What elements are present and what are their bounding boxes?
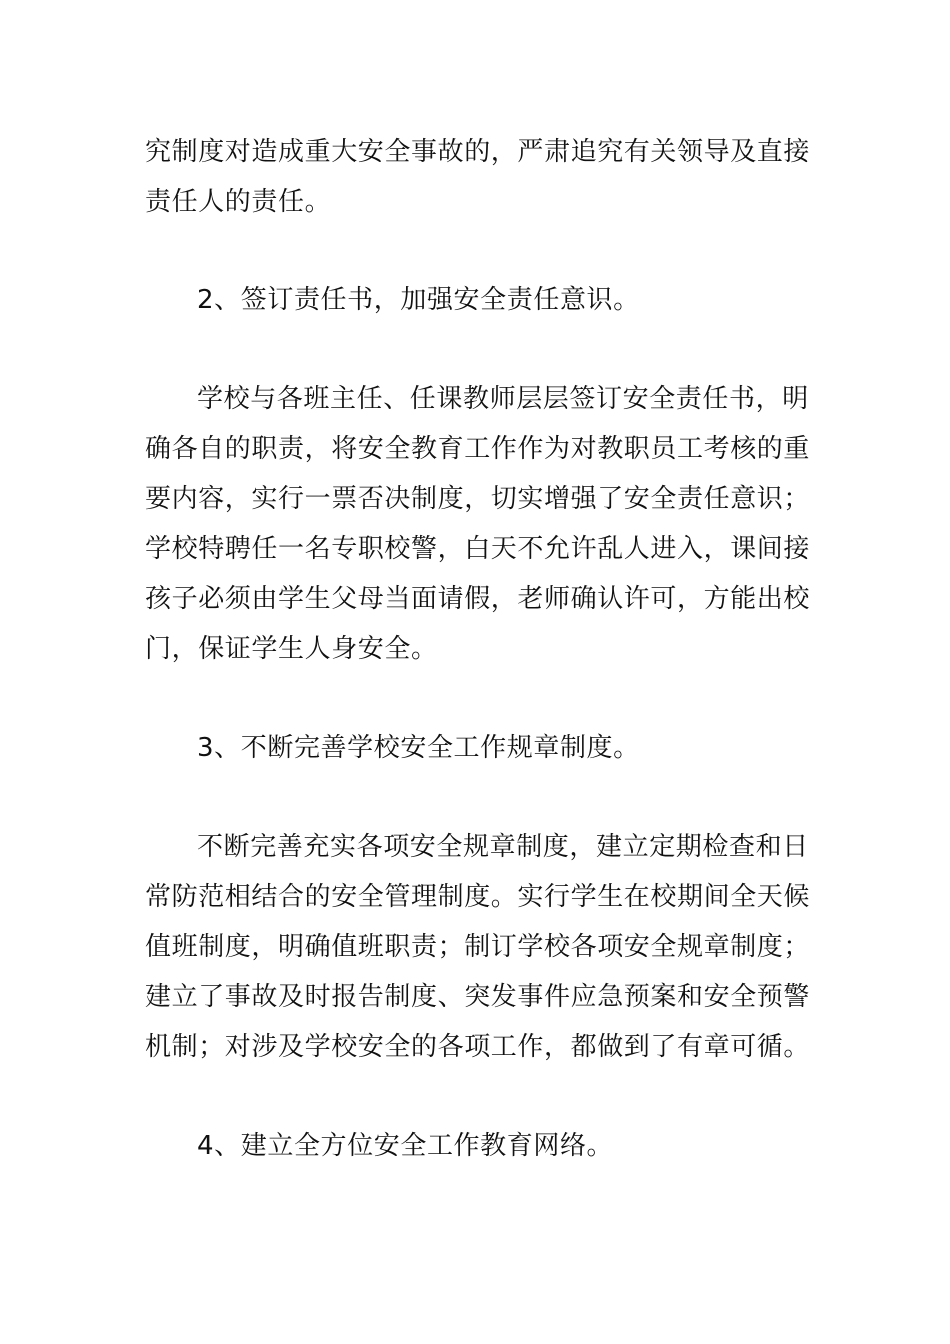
paragraph-3-line-6: 门，保证学生人身安全。 bbox=[145, 634, 438, 664]
paragraph-5-line-3: 值班制度，明确值班职责；制订学校各项安全规章制度； bbox=[145, 932, 811, 962]
paragraph-3-line-3: 要内容，实行一票否决制度，切实增强了安全责任意识； bbox=[145, 484, 811, 514]
paragraph-3-line-4: 学校特聘任一名专职校警，白天不允许乱人进入，课间接 bbox=[145, 534, 811, 564]
paragraph-3-line-2: 确各自的职责，将安全教育工作作为对教职员工考核的重 bbox=[145, 434, 811, 464]
section-heading-4: 4、建立全方位安全工作教育网络。 bbox=[197, 1131, 614, 1161]
section-heading-2: 2、签订责任书，加强安全责任意识。 bbox=[197, 285, 640, 315]
paragraph-3-line-5: 孩子必须由学生父母当面请假，老师确认许可，方能出校 bbox=[145, 584, 811, 614]
paragraph-5-line-5: 机制；对涉及学校安全的各项工作，都做到了有章可循。 bbox=[145, 1032, 811, 1062]
paragraph-1-line-2: 责任人的责任。 bbox=[145, 187, 332, 217]
paragraph-5-line-1: 不断完善充实各项安全规章制度，建立定期检查和日 bbox=[197, 832, 809, 862]
paragraph-1-line-1: 究制度对造成重大安全事故的，严肃追究有关领导及直接 bbox=[145, 137, 811, 167]
paragraph-5-line-4: 建立了事故及时报告制度、突发事件应急预案和安全预警 bbox=[145, 982, 811, 1012]
paragraph-3-line-1: 学校与各班主任、任课教师层层签订安全责任书，明 bbox=[197, 384, 809, 414]
section-heading-3: 3、不断完善学校安全工作规章制度。 bbox=[197, 733, 640, 763]
paragraph-5-line-2: 常防范相结合的安全管理制度。实行学生在校期间全天候 bbox=[145, 882, 811, 912]
